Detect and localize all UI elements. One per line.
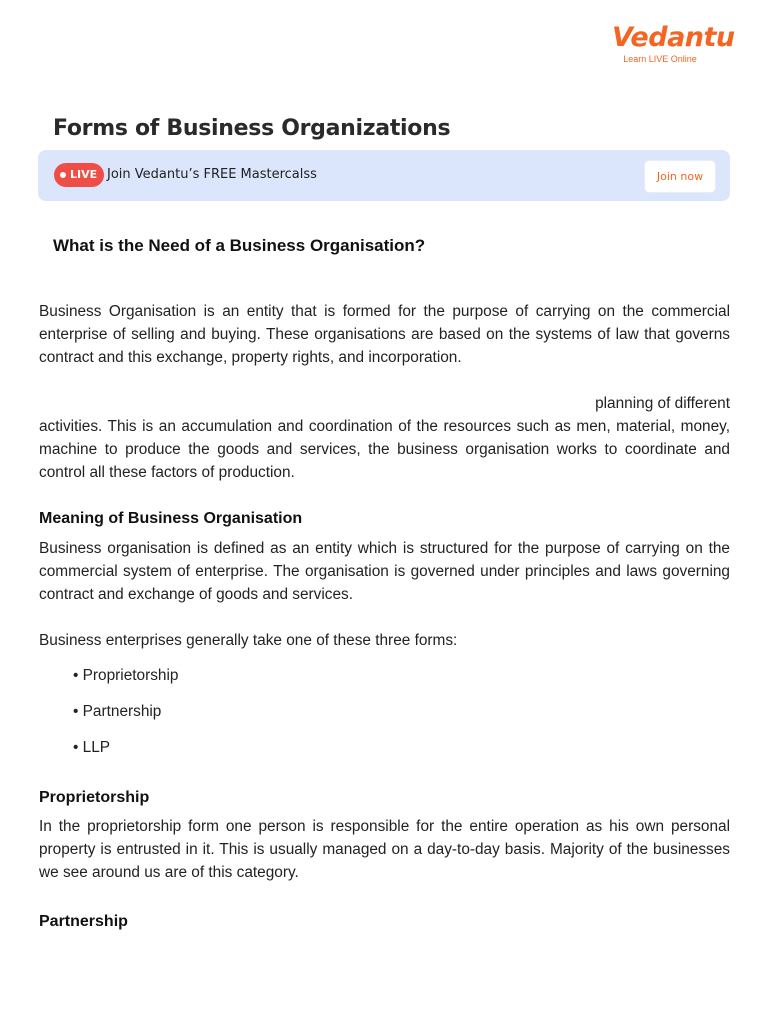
heading-proprietorship: Proprietorship [39,789,150,806]
banner-text: Join Vedantu’s FREE Mastercalss [107,167,317,182]
list-item-proprietorship: • Proprietorship [73,667,179,684]
logo-wordmark: Vedantu [612,22,735,53]
paragraph-planning-start: planning of different [595,395,730,412]
paragraph-forms-intro: Business enterprises generally take one of these three forms: [39,632,458,649]
masterclass-banner [38,150,730,201]
live-badge-label: LIVE [70,168,98,181]
heading-meaning: Meaning of Business Organisation [39,510,303,527]
logo-tagline: Learn LIVE Online [623,54,697,64]
live-dot-icon [60,172,66,178]
list-item-llp: • LLP [73,739,111,756]
paragraph-need: Business Organisation is an entity that is formed for the purpose of carrying on the commercial enterprise of selling and buying. These organisations are based on the systems of law that governs contract and this exchange, property rights, and incorporation. [39,303,730,366]
live-badge [54,163,104,187]
paragraph-proprietorship: In the proprietorship form one person is responsible for the entire operation as his own personal property is entrusted in it. This is usually managed on a day-to-day basis. Majority of the businesses we see around us are of this category. [39,818,730,881]
list-item-partnership: • Partnership [73,703,162,720]
paragraph-meaning: Business organisation is defined as an entity which is structured for the purpose of carrying on the commercial system of enterprise. The organisation is governed under principles and laws governing contract and exchange of goods and services. [39,540,730,603]
vedantu-logo[interactable] [612,22,735,65]
page-title: Forms of Business Organizations [53,116,451,141]
paragraph-planning: activities. This is an accumulation and coordination of the resources such as men, material, money, machine to produce the goods and services, the business organisation works to coordinate and control all these factors of production. [39,418,730,481]
join-now-button[interactable]: Join now [644,160,716,193]
heading-need: What is the Need of a Business Organisation? [53,236,426,255]
heading-partnership: Partnership [39,913,128,930]
